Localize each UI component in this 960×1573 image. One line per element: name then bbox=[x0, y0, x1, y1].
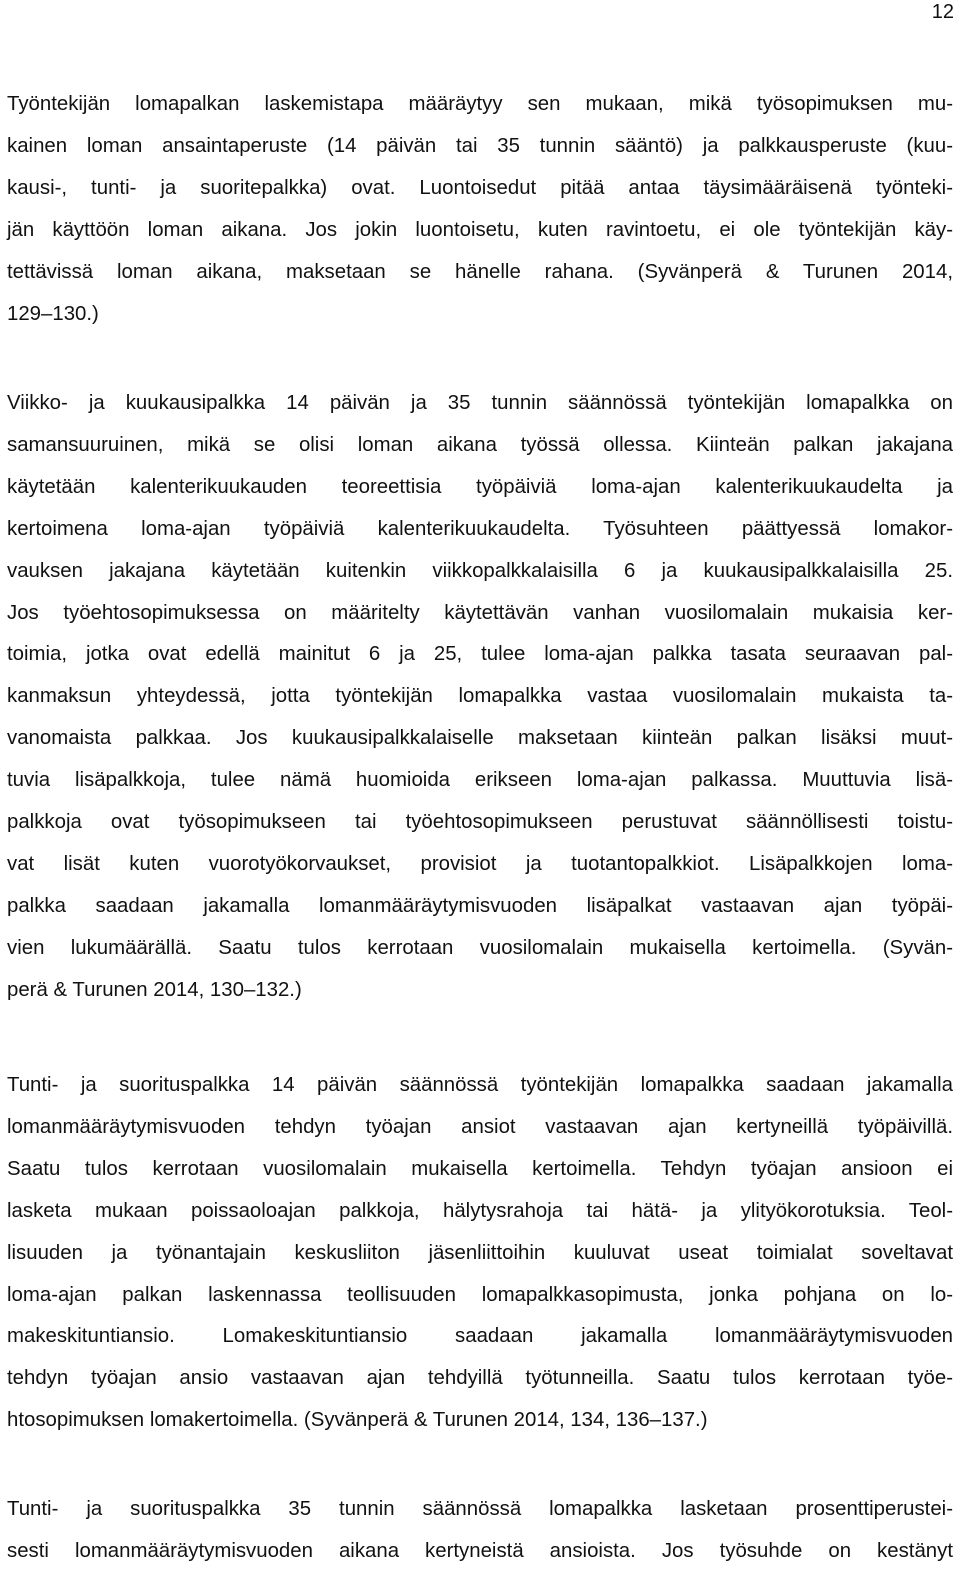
text-line: tehdyn työajan ansio vastaavan ajan tehdyillä työtunneilla. Saatu tulos kerrotaan työe- bbox=[7, 1367, 953, 1390]
text-line: Viikko- ja kuukausipalkka 14 päivän ja 35 tunnin säännössä työntekijän lomapalkka on bbox=[7, 392, 953, 414]
text-line: vauksen jakajana käytetään kuitenkin viikkopalkkalaisilla 6 ja kuukausipalkkalaisilla 25. bbox=[7, 559, 953, 582]
text-line: kausi-, tunti- ja suoritepalkka) ovat. Luontoisedut pitää antaa täysimääräisenä työnteki- bbox=[7, 176, 953, 199]
text-line: makeskituntiansio. Lomakeskituntiansio saadaan jakamalla lomanmääräytymisvuoden bbox=[7, 1325, 953, 1348]
text-line: lomanmääräytymisvuoden tehdyn työajan ansiot vastaavan ajan kertyneillä työpäivillä. bbox=[7, 1115, 953, 1138]
text-line: lasketa mukaan poissaoloajan palkkoja, hälytysrahoja tai hätä- ja ylityökorotuksia. Teol- bbox=[7, 1199, 953, 1222]
text-line: lisuuden ja työnantajain keskusliiton jäsenliittoihin kuuluvat useat toimialat soveltavat bbox=[7, 1241, 953, 1264]
paragraph-weekly-monthly-pay bbox=[7, 383, 953, 1012]
text-line: Jos työehtosopimuksessa on määritelty käytettävän vanhan vuosilomalain mukaisia ker- bbox=[7, 601, 953, 624]
text-line: kanmaksun yhteydessä, jotta työntekijän lomapalkka vastaa vuosilomalain mukaista ta- bbox=[7, 685, 953, 708]
text-line: Tunti- ja suorituspalkka 14 päivän säännössä työntekijän lomapalkka saadaan jakamalla bbox=[7, 1074, 953, 1096]
paragraph-vacation-pay-basis bbox=[7, 84, 953, 335]
text-line: Työntekijän lomapalkan laskemistapa määräytyy sen mukaan, mikä työsopimuksen mu- bbox=[7, 93, 953, 115]
text-line: loma-ajan palkan laskennassa teollisuuden lomapalkkasopimusta, jonka pohjana on lo- bbox=[7, 1283, 953, 1306]
text-line: sesti lomanmääräytymisvuoden aikana kertyneistä ansioista. Jos työsuhde on kestänyt bbox=[7, 1539, 953, 1562]
paragraph-hourly-pay-35-hour-rule bbox=[7, 1489, 953, 1573]
text-line: toimia, jotka ovat edellä mainitut 6 ja 25, tulee loma-ajan palkka tasata seuraavan pal- bbox=[7, 643, 953, 666]
paragraph-hourly-pay-14-day-rule bbox=[7, 1065, 953, 1442]
text-line: tuvia lisäpalkkoja, tulee nämä huomioida erikseen loma-ajan palkassa. Muuttuvia lisä- bbox=[7, 769, 953, 792]
text-line: vat lisät kuten vuorotyökorvaukset, provisiot ja tuotantopalkkiot. Lisäpalkkojen loma- bbox=[7, 852, 953, 875]
text-line: samansuuruinen, mikä se olisi loman aikana työssä ollessa. Kiinteän palkan jakajana bbox=[7, 433, 953, 456]
text-line: perä & Turunen 2014, 130–132.) bbox=[7, 978, 302, 1001]
text-line: tettävissä loman aikana, maksetaan se hänelle rahana. (Syvänperä & Turunen 2014, bbox=[7, 260, 953, 283]
text-line: käytetään kalenterikuukauden teoreettisia työpäiviä loma-ajan kalenterikuukaudelta ja bbox=[7, 475, 953, 498]
text-line: palkkoja ovat työsopimukseen tai työehtosopimukseen perustuvat säännöllisesti toistu- bbox=[7, 811, 953, 834]
page-number: 12 bbox=[931, 1, 954, 23]
text-line: kainen loman ansaintaperuste (14 päivän tai 35 tunnin sääntö) ja palkkausperuste (kuu- bbox=[7, 134, 953, 157]
text-line: kertoimena loma-ajan työpäiviä kalenterikuukaudelta. Työsuhteen päättyessä lomakor- bbox=[7, 517, 953, 540]
text-line: palkka saadaan jakamalla lomanmääräytymisvuoden lisäpalkat vastaavan ajan työpäi- bbox=[7, 894, 953, 917]
text-line: htosopimuksen lomakertoimella. (Syvänperä & Turunen 2014, 134, 136–137.) bbox=[7, 1409, 708, 1432]
text-line: vanomaista palkkaa. Jos kuukausipalkkalaiselle maksetaan kiinteän palkan lisäksi muut- bbox=[7, 727, 953, 750]
text-line: Saatu tulos kerrotaan vuosilomalain mukaisella kertoimella. Tehdyn työajan ansioon ei bbox=[7, 1157, 953, 1180]
text-line: jän käyttöön loman aikana. Jos jokin luontoisetu, kuten ravintoetu, ei ole työntekijän käy- bbox=[7, 218, 953, 241]
text-line: vien lukumäärällä. Saatu tulos kerrotaan vuosilomalain mukaisella kertoimella. (Syvän- bbox=[7, 936, 953, 959]
text-line: Tunti- ja suorituspalkka 35 tunnin säännössä lomapalkka lasketaan prosenttiperustei- bbox=[7, 1498, 953, 1520]
text-line: 129–130.) bbox=[7, 302, 99, 325]
